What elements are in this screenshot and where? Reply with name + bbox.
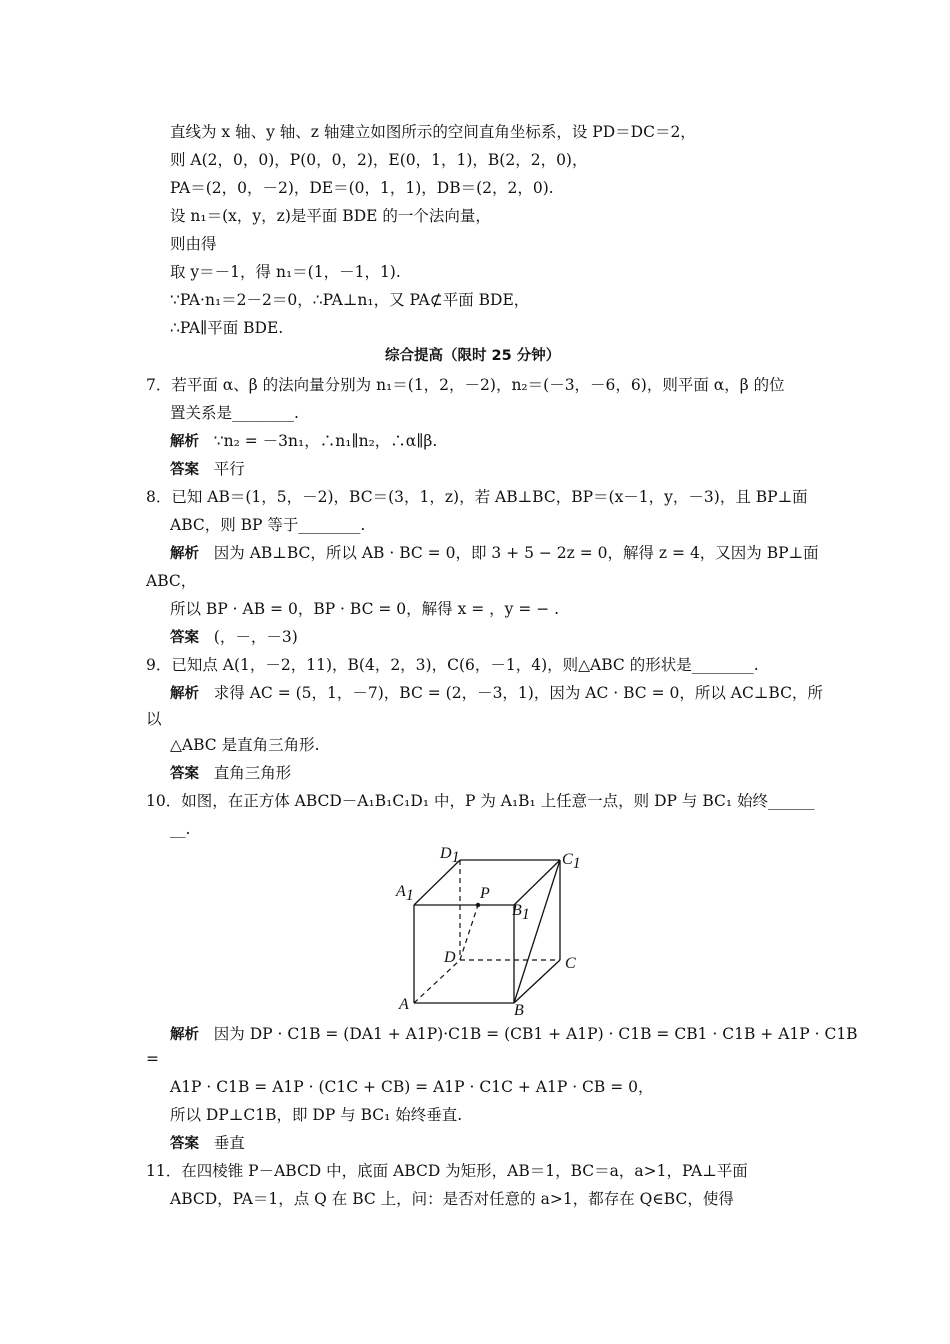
solution-line (170, 543, 819, 564)
text-line (170, 735, 320, 755)
label-B1: B1 (512, 902, 530, 923)
text-line (170, 599, 559, 619)
solution-line (170, 1133, 245, 1154)
line-text: ABC，则 BP 等于________. (170, 516, 366, 534)
text-line (170, 122, 696, 142)
text-line (170, 1105, 462, 1125)
line-text: ∵PA·n₁＝2－2＝0，∴PA⊥n₁，又 PA⊄平面 BDE， (170, 291, 530, 309)
edge-A1D1 (414, 860, 460, 905)
line-text: 置关系是________. (170, 404, 299, 422)
section-heading (385, 346, 560, 366)
line-text: ABC， (146, 572, 197, 590)
line-label: 答案 (170, 630, 199, 646)
text-line (146, 709, 162, 729)
solution-line (170, 1024, 858, 1045)
solution-line (170, 459, 245, 480)
line-text: 9．已知点 A(1，－2，11)，B(4，2，3)，C(6，－1，4)，则△ABC 的形状是________. (146, 656, 759, 674)
text-line (146, 1161, 748, 1181)
edge-AD (414, 960, 460, 1003)
label-A1: A1 (396, 883, 414, 904)
line-text: (，－，－3) (213, 628, 298, 646)
line-text: 垂直 (213, 1134, 245, 1152)
text-line (146, 655, 759, 675)
line-text: 则由得 (170, 235, 217, 253)
line-text: 直角三角形 (213, 764, 292, 782)
line-label: 解析 (170, 546, 199, 562)
text-line (146, 571, 196, 591)
line-text: 7．若平面 α、β 的法向量分别为 n₁＝(1，2，－2)，n₂＝(－3，－6，6)，则平面 α，β 的位 (146, 376, 785, 394)
text-line (170, 150, 587, 170)
line-text: = (146, 1050, 159, 1068)
solution-line (170, 763, 291, 784)
point-P (476, 903, 480, 907)
line-text: 10．如图，在正方体 ABCD－A₁B₁C₁D₁ 中，P 为 A₁B₁ 上任意一点，则 DP 与 BC₁ 始终______ (146, 792, 815, 810)
text-line (170, 178, 554, 198)
line-text: 设 n₁＝(x，y，z)是平面 BDE 的一个法向量， (170, 207, 491, 225)
line-text: 求得 AC = (5，1，－7)，BC = (2，－3，1)，因为 AC · BC = 0，所以 AC⊥BC，所 (213, 684, 823, 702)
line-text: PA＝(2，0，－2)，DE＝(0，1，1)，DB＝(2，2，0). (170, 179, 554, 197)
text-line (170, 1077, 654, 1097)
text-line (170, 515, 365, 535)
text-line (170, 290, 529, 310)
line-text: 取 y＝－1，得 n₁＝(1，－1，1). (170, 263, 401, 281)
text-line (146, 1049, 159, 1069)
label-P: P (480, 885, 490, 902)
line-text: △ABC 是直角三角形. (170, 736, 320, 754)
cube-diagram (388, 838, 588, 1023)
line-label: 答案 (170, 462, 199, 478)
text-line (170, 234, 217, 254)
text-line (170, 403, 299, 423)
line-text: A1P · C1B = A1P · (C1C + CB) = A1P · C1C + A1P · CB = 0， (170, 1078, 654, 1096)
solution-line (170, 431, 437, 452)
text-line (170, 318, 283, 338)
line-text: 所以 BP · AB = 0，BP · BC = 0，解得 x = ，y = − . (170, 600, 560, 618)
text-line (146, 791, 815, 811)
line-label: 答案 (170, 766, 199, 782)
label-D1: D1 (440, 845, 460, 866)
line-text: 所以 DP⊥C1B，即 DP 与 BC₁ 始终垂直. (170, 1106, 463, 1124)
line-text: 因为 DP · C1B = (DA1 + A1P)·C1B = (CB1 + A1P) · C1B = CB1 · C1B + A1P · C1B (213, 1025, 858, 1043)
text-line (170, 206, 491, 226)
label-A: A (399, 996, 409, 1013)
line-text: 平行 (213, 460, 245, 478)
solution-line (170, 627, 298, 648)
label-B: B (514, 1002, 524, 1019)
line-text: 则 A(2，0，0)，P(0，0，2)，E(0，1，1)，B(2，2，0)， (170, 151, 588, 169)
line-text: ∵n₂ = －3n₁，∴n₁∥n₂，∴α∥β. (213, 432, 438, 450)
label-D: D (444, 949, 456, 966)
text-line (170, 1189, 734, 1209)
line-text: 以 (146, 710, 162, 728)
text-line (170, 819, 190, 839)
line-text: 8．已知 AB＝(1，5，－2)，BC＝(3，1，z)，若 AB⊥BC，BP＝(x－1，y，－3)，且 BP⊥面 (146, 488, 808, 506)
solution-line (170, 683, 823, 704)
text-line (146, 375, 785, 395)
line-text: 直线为 x 轴、y 轴、z 轴建立如图所示的空间直角坐标系，设 PD＝DC＝2， (170, 123, 696, 141)
segment-DP (460, 905, 478, 960)
line-label: 解析 (170, 686, 199, 702)
line-label: 答案 (170, 1136, 199, 1152)
line-text: ABCD，PA＝1，点 Q 在 BC 上，问：是否对任意的 a>1，都存在 Q∈BC，使得 (170, 1190, 734, 1208)
line-text: __. (170, 820, 191, 838)
label-C1: C1 (562, 851, 581, 872)
line-text: 综合提高（限时 25 分钟） (385, 348, 561, 364)
line-label: 解析 (170, 434, 199, 450)
line-text: ∴PA∥平面 BDE. (170, 319, 284, 337)
text-line (170, 262, 401, 282)
label-C: C (565, 955, 576, 972)
line-text: 因为 AB⊥BC，所以 AB · BC = 0，即 3 + 5 − 2z = 0，解得 z = 4，又因为 BP⊥面 (213, 544, 819, 562)
line-text: 11．在四棱锥 P－ABCD 中，底面 ABCD 为矩形，AB＝1，BC＝a，a>1，PA⊥平面 (146, 1162, 748, 1180)
line-label: 解析 (170, 1027, 199, 1043)
text-line (146, 487, 808, 507)
